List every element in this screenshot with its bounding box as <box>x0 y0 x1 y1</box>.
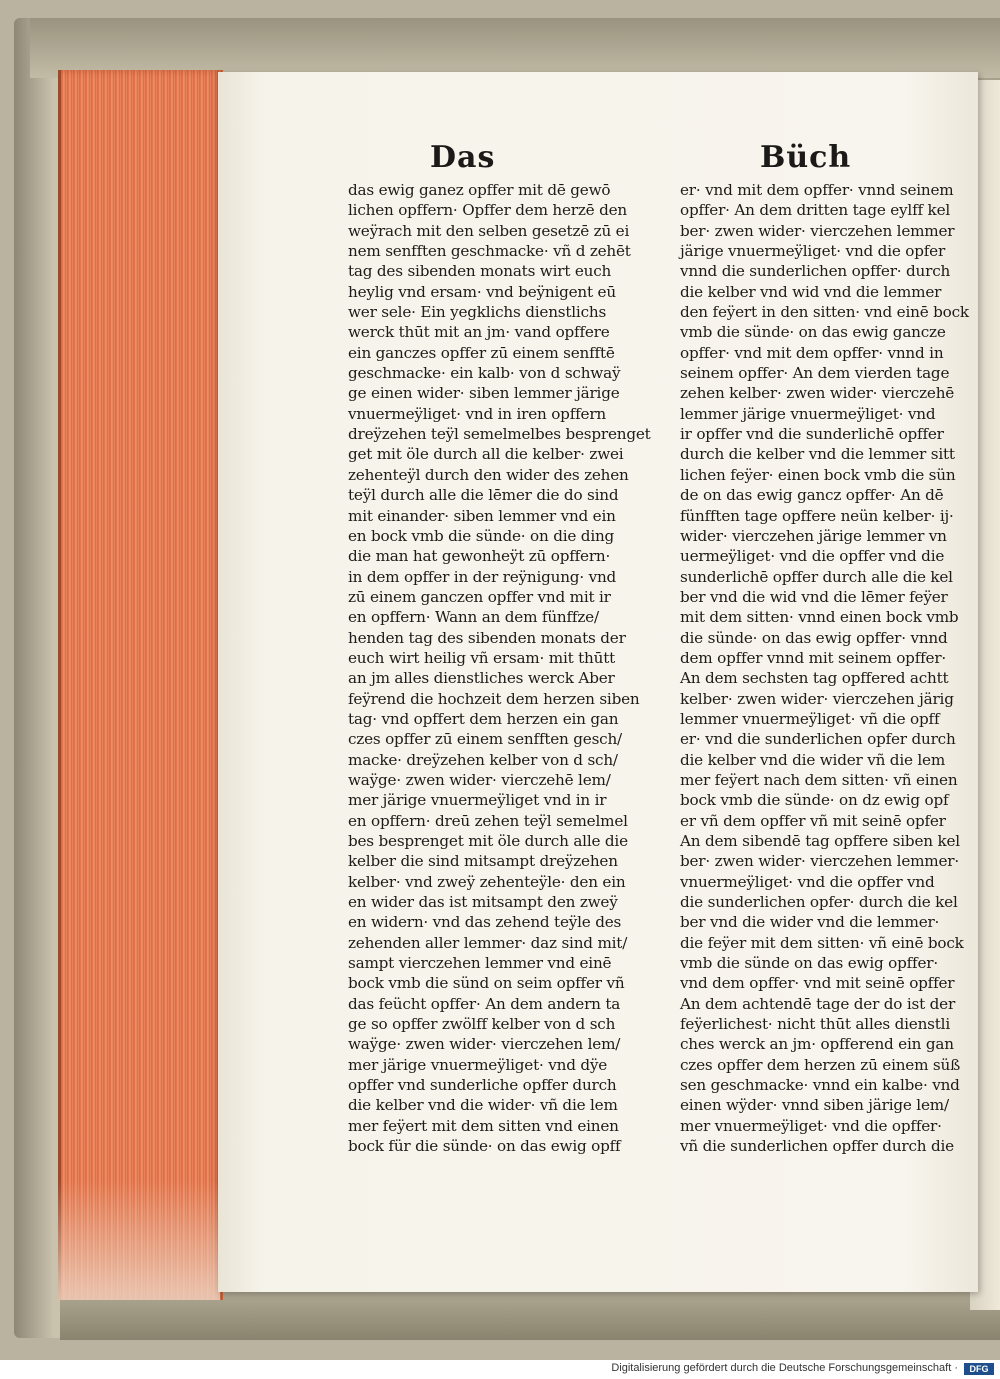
red-fore-edge <box>58 70 223 1300</box>
text-line: lichen opffern· Opffer dem herzē den <box>348 201 627 220</box>
text-line: die sünde· on das ewig opffer· vnnd <box>680 628 948 647</box>
text-line: ge so opffer zwölff kelber von d sch <box>348 1015 616 1034</box>
text-line: lemmer vnuermeÿliget· vñ die opff <box>680 709 940 728</box>
text-line: mer vnuermeÿliget· vnd die opffer· <box>680 1116 942 1135</box>
text-line: An dem achtendē tage der do ist der <box>680 994 956 1013</box>
text-line: lichen feÿer· einen bock vmb die sün <box>680 465 956 484</box>
text-line: get mit öle durch all die kelber· zwei <box>348 445 624 464</box>
cover-top-edge <box>30 18 1000 78</box>
text-line: waÿge· zwen wider· vierczehē lem/ <box>348 770 611 789</box>
text-line: in dem opffer in der reÿnigung· vnd <box>348 567 617 586</box>
text-line: bock für die sünde· on das ewig opff <box>348 1137 621 1156</box>
text-line: vnd dem opffer· vnd mit seinē opffer <box>680 974 955 993</box>
running-head-right: Büch <box>760 140 852 175</box>
text-line: feÿerlichest· nicht thūt alles dienstli <box>680 1015 950 1034</box>
text-line: dem opffer vnnd mit seinem opffer· <box>680 648 947 667</box>
text-line: die feÿer mit dem sitten· vñ einē bock <box>680 933 964 952</box>
running-head-left: Das <box>430 140 496 175</box>
text-line: ge einen wider· siben lemmer järige <box>348 384 620 403</box>
text-line: zehenteÿl durch den wider des zehen <box>348 465 629 484</box>
text-line: mit einander· siben lemmer vnd ein <box>348 506 616 525</box>
text-line: durch die kelber vnd die lemmer sitt <box>680 445 955 464</box>
text-line: ir opffer vnd die sunderlichē opffer <box>680 425 944 444</box>
text-line: waÿge· zwen wider· vierczehen lem/ <box>348 1035 621 1054</box>
text-line: nem senfften geschmacke· vñ d zehēt <box>348 242 631 261</box>
text-line: en bock vmb die sünde· on die ding <box>348 526 615 545</box>
text-line: bes besprenget mit öle durch alle die <box>348 832 628 850</box>
text-line: kelber die sind mitsampt dreÿzehen <box>348 852 618 871</box>
fore-edge-shade <box>58 1180 220 1300</box>
text-line: ber· zwen wider· vierczehen lemmer <box>680 221 955 240</box>
text-line: die kelber vnd wid vnd die lemmer <box>680 282 942 301</box>
footer-bar <box>0 1360 1000 1379</box>
text-line: vnuermeÿliget· vnd die opffer vnd <box>680 872 935 891</box>
text-line: mer feÿert nach dem sitten· vñ einen <box>680 770 958 789</box>
text-line: vmb die sünde· on das ewig gancze <box>680 323 946 342</box>
text-line: die kelber vnd die wider vñ die lem <box>680 750 946 769</box>
text-line: sampt vierczehen lemmer vnd einē <box>348 954 612 973</box>
text-line: wer sele· Ein yegklichs dienstlichs <box>348 303 607 322</box>
text-line: er· vnd mit dem opffer· vnnd seinem <box>680 181 954 199</box>
text-line: ber vnd die wid vnd die lēmer feÿer <box>680 587 948 606</box>
text-line: dreÿzehen teÿl semelmelbes besprenget <box>348 425 651 444</box>
text-line: vñ die sunderlichen opffer durch die <box>680 1137 954 1156</box>
text-line: fünfften tage opffere neün kelber· ij· <box>680 506 954 525</box>
text-line: ches werck an jm· opfferend ein gan <box>680 1035 954 1054</box>
text-line: wider· vierczehen järige lemmer vn <box>680 526 947 545</box>
text-line: vmb die sünde on das ewig opffer· <box>680 954 938 973</box>
text-line: en widern· vnd das zehend teÿle des <box>348 913 622 932</box>
text-line: einen wÿder· vnnd siben järige lem/ <box>680 1096 949 1115</box>
text-line: an jm alles dienstliches werck Aber <box>348 669 615 688</box>
text-line: teÿl durch alle die lēmer die do sind <box>348 486 619 505</box>
text-line: en opffern· dreū zehen teÿl semelmel <box>348 811 628 830</box>
text-line: die man hat gewonheÿt zū opffern· <box>348 547 611 566</box>
text-line: werck thūt mit an jm· vand opffere <box>348 323 610 342</box>
text-line: de on das ewig gancz opffer· An dē <box>680 486 944 505</box>
text-line: järige vnuermeÿliget· vnd die opfer <box>680 242 946 261</box>
dfg-logo-icon: DFG <box>964 1363 994 1375</box>
text-line: en opffern· Wann an dem fünffze/ <box>348 608 599 627</box>
text-line: opffer· An dem dritten tage eylff kel <box>680 201 951 220</box>
text-line: bock vmb die sünde· on dz ewig opf <box>680 791 949 810</box>
text-line: tag des sibenden monats wirt euch <box>348 262 612 281</box>
text-line: bock vmb die sünd on seim opffer vñ <box>348 974 625 993</box>
text-line: kelber· vnd zweÿ zehenteÿle· den ein <box>348 872 626 891</box>
text-line: weÿrach mit den selben gesetzē zū ei <box>348 221 630 240</box>
text-line: czes opffer dem herzen zū einem süß <box>680 1055 961 1074</box>
text-line: mer feÿert mit dem sitten vnd einen <box>348 1116 619 1135</box>
text-line: vnnd die sunderlichen opffer· durch <box>680 262 951 281</box>
text-line: zū einem ganczen opffer vnd mit ir <box>348 587 611 606</box>
text-line: macke· dreÿzehen kelber von d sch/ <box>348 750 618 769</box>
text-line: zehenden aller lemmer· daz sind mit/ <box>348 933 628 952</box>
text-line: opffer· vnd mit dem opffer· vnnd in <box>680 343 944 362</box>
text-line: en wider das ist mitsampt den zweÿ <box>348 893 618 912</box>
text-line: tag· vnd opffert dem herzen ein gan <box>348 709 619 728</box>
text-line: sunderlichē opffer durch alle die kel <box>680 567 953 586</box>
text-line: zehen kelber· zwen wider· vierczehē <box>680 384 955 403</box>
text-line: ein ganczes opffer zū einem senfftē <box>348 343 615 362</box>
text-line: kelber· zwen wider· vierczehen järig <box>680 689 954 708</box>
text-line: euch wirt heilig vñ ersam· mit thūtt <box>348 648 616 667</box>
text-line: ber vnd die wider vnd die lemmer· <box>680 913 940 932</box>
text-line: heylig vnd ersam· vnd beÿnigent eū <box>348 282 616 301</box>
text-line: die sunderlichen opfer· durch die kel <box>680 893 958 912</box>
text-line: den feÿert in den sitten· vnd einē bock <box>680 303 969 322</box>
text-line: An dem sibendē tag opffere siben kel <box>680 832 960 850</box>
text-line: lemmer järige vnuermeÿliget· vnd <box>680 404 936 423</box>
text-line: sen geschmacke· vnnd ein kalbe· vnd <box>680 1076 960 1095</box>
text-line: henden tag des sibenden monats der <box>348 628 626 647</box>
text-column-left <box>348 180 653 1157</box>
text-line: czes opffer zū einem senfften gesch/ <box>348 730 622 749</box>
text-line: die kelber vnd die wider· vñ die lem <box>348 1096 618 1115</box>
text-line: ber· zwen wider· vierczehen lemmer· <box>680 852 959 871</box>
text-line: seinem opffer· An dem vierden tage <box>680 364 950 383</box>
text-column-right <box>680 180 969 1157</box>
digitization-credit: Digitalisierung gefördert durch die Deutsche Forschungsgemeinschaft · <box>611 1362 958 1374</box>
text-line: mit dem sitten· vnnd einen bock vmb <box>680 608 959 627</box>
text-line: vnuermeÿliget· vnd in iren opffern <box>348 404 606 423</box>
text-line: opffer vnd sunderliche opffer durch <box>348 1076 617 1095</box>
text-line: mer järige vnuermeÿliget vnd in ir <box>348 791 607 810</box>
text-line: er· vnd die sunderlichen opfer durch <box>680 730 956 749</box>
text-line: das feücht opffer· An dem andern ta <box>348 994 621 1013</box>
text-line: er vñ dem opffer vñ mit seinē opfer <box>680 811 946 830</box>
text-line: uermeÿliget· vnd die opffer vnd die <box>680 547 945 566</box>
text-line: feÿrend die hochzeit dem herzen siben <box>348 689 640 708</box>
text-line: mer järige vnuermeÿliget· vnd dÿe <box>348 1055 608 1074</box>
text-line: An dem sechsten tag opffered achtt <box>680 669 949 688</box>
text-line: das ewig ganez opffer mit dē gewō <box>348 181 611 199</box>
text-line: geschmacke· ein kalb· von d schwaÿ <box>348 364 621 383</box>
